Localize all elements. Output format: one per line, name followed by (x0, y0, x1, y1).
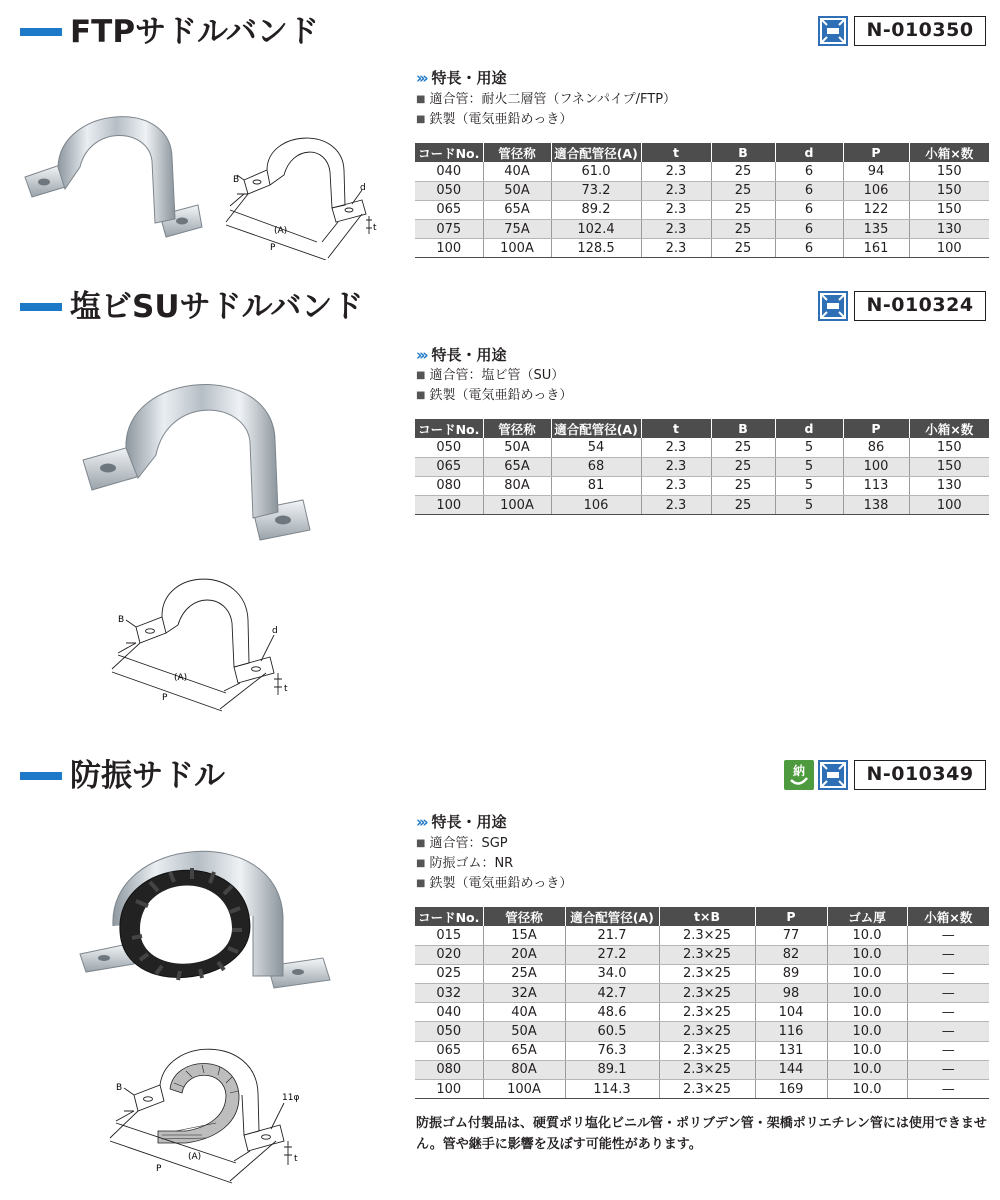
section-header (0, 756, 1000, 796)
table-cell: 065 (415, 457, 483, 476)
table-cell: 114.3 (565, 1080, 659, 1099)
column-header: 管径称 (483, 143, 551, 162)
table-cell: 42.7 (565, 984, 659, 1003)
table-cell: 116 (755, 1022, 827, 1041)
column-header: B (711, 143, 775, 162)
table-cell: 050 (415, 181, 483, 200)
table-cell: 25 (711, 438, 775, 457)
title-bar-accent (20, 303, 62, 311)
column-header: 小箱×数 (907, 907, 989, 926)
table-cell: 2.3×25 (659, 964, 755, 983)
table-cell: 89.2 (551, 200, 641, 219)
table-cell: 10.0 (827, 945, 907, 964)
table-cell: 128.5 (551, 239, 641, 258)
table-cell: 150 (909, 162, 989, 181)
table-cell: 020 (415, 945, 483, 964)
table-header-row (415, 907, 989, 926)
table-row (415, 984, 989, 1003)
table-cell: 100 (415, 1080, 483, 1099)
column-header: P (843, 143, 909, 162)
table-cell: 100 (843, 457, 909, 476)
column-header: ゴム厚 (827, 907, 907, 926)
dimension-drawing (106, 575, 306, 720)
table-cell: 150 (909, 438, 989, 457)
table-cell: 50A (483, 1022, 565, 1041)
table-cell: 050 (415, 438, 483, 457)
column-header: 小箱×数 (909, 419, 989, 438)
table-cell: 2.3 (641, 181, 711, 200)
table-cell: — (907, 1060, 989, 1079)
delivery-badge-icon (784, 760, 814, 790)
table-cell: 25 (711, 496, 775, 515)
spec-table (415, 907, 989, 1099)
table-cell: 50A (483, 181, 551, 200)
table-row (415, 476, 989, 495)
table-cell: 100A (483, 496, 551, 515)
table-cell: — (907, 1003, 989, 1022)
column-header: 管径称 (483, 419, 551, 438)
column-header: B (711, 419, 775, 438)
column-header: コードNo. (415, 143, 483, 162)
table-cell: 2.3×25 (659, 926, 755, 945)
table-cell: 6 (775, 162, 843, 181)
product-photo (78, 360, 328, 545)
diagram-label-t: t (284, 684, 288, 694)
title-bar-accent (20, 28, 62, 36)
table-cell: — (907, 1041, 989, 1060)
table-cell: 040 (415, 162, 483, 181)
product-photo (78, 826, 338, 1001)
table-cell: 138 (843, 496, 909, 515)
table-row (415, 1041, 989, 1060)
table-cell: 10.0 (827, 1041, 907, 1060)
table-cell: 25 (711, 162, 775, 181)
diagram-label-b: B (233, 175, 240, 185)
table-cell: 100 (415, 239, 483, 258)
feature-item: ■ 適合管：耐火二層管（フネンパイプ/FTP） (416, 90, 676, 110)
column-header: 適合配管径(A) (565, 907, 659, 926)
chevron-icon: ››› (416, 69, 426, 87)
section-header (0, 287, 1000, 327)
table-cell: 10.0 (827, 984, 907, 1003)
table-cell: 050 (415, 1022, 483, 1041)
table-row (415, 457, 989, 476)
column-header: 管径称 (483, 907, 565, 926)
column-header: d (775, 143, 843, 162)
table-cell: 2.3×25 (659, 945, 755, 964)
table-row (415, 200, 989, 219)
table-cell: 106 (843, 181, 909, 200)
table-cell: 100A (483, 239, 551, 258)
table-cell: 2.3 (641, 476, 711, 495)
table-cell: 075 (415, 220, 483, 239)
column-header: t×B (659, 907, 755, 926)
features-list (416, 834, 572, 894)
table-cell: 65A (483, 200, 551, 219)
diagram-label-t: t (294, 1154, 298, 1164)
table-cell: 81 (551, 476, 641, 495)
dimension-drawing (106, 1043, 326, 1193)
table-row (415, 496, 989, 515)
table-cell: 6 (775, 200, 843, 219)
table-cell: 10.0 (827, 1022, 907, 1041)
table-cell: — (907, 984, 989, 1003)
table-cell: 2.3 (641, 457, 711, 476)
table-cell: 25 (711, 239, 775, 258)
table-cell: 135 (843, 220, 909, 239)
table-cell: 60.5 (565, 1022, 659, 1041)
column-header: P (843, 419, 909, 438)
table-cell: 82 (755, 945, 827, 964)
table-cell: 20A (483, 945, 565, 964)
table-header-row (415, 419, 989, 438)
table-cell: 50A (483, 438, 551, 457)
table-cell: 65A (483, 457, 551, 476)
table-cell: 080 (415, 1060, 483, 1079)
table-row (415, 1080, 989, 1099)
diagram-label-d: 11φ (282, 1093, 300, 1103)
table-cell: 100A (483, 1080, 565, 1099)
table-cell: 10.0 (827, 926, 907, 945)
zinc-plating-badge-icon (818, 16, 848, 46)
table-cell: 25 (711, 476, 775, 495)
features-list (416, 90, 676, 130)
table-cell: 77 (755, 926, 827, 945)
table-cell: 89.1 (565, 1060, 659, 1079)
diagram-label-b: B (118, 615, 125, 625)
section-title: FTPサドルバンド (70, 14, 319, 50)
table-cell: 065 (415, 1041, 483, 1060)
section-ftp-saddle (0, 12, 1000, 272)
table-cell: 6 (775, 239, 843, 258)
table-cell: 73.2 (551, 181, 641, 200)
table-cell: 10.0 (827, 1003, 907, 1022)
diagram-label-a: (A) (274, 226, 288, 236)
diagram-label-d: d (272, 626, 278, 636)
table-cell: 10.0 (827, 1060, 907, 1079)
table-cell: 48.6 (565, 1003, 659, 1022)
column-header: d (775, 419, 843, 438)
table-cell: 80A (483, 476, 551, 495)
table-cell: 2.3 (641, 496, 711, 515)
table-cell: 102.4 (551, 220, 641, 239)
zinc-plating-badge-icon (818, 291, 848, 321)
diagram-label-t: t (373, 223, 377, 233)
table-cell: 86 (843, 438, 909, 457)
table-cell: 61.0 (551, 162, 641, 181)
table-cell: 2.3×25 (659, 1022, 755, 1041)
title-bar-accent (20, 772, 62, 780)
table-cell: 2.3×25 (659, 1080, 755, 1099)
table-cell: 122 (843, 200, 909, 219)
section-title: 塩ビSUサドルバンド (70, 289, 364, 325)
table-row (415, 926, 989, 945)
delivery-badge-text: 納 (792, 764, 806, 778)
table-row (415, 964, 989, 983)
column-header: 小箱×数 (909, 143, 989, 162)
table-cell: 54 (551, 438, 641, 457)
table-cell: 25 (711, 457, 775, 476)
column-header: t (641, 419, 711, 438)
table-cell: 25 (711, 200, 775, 219)
table-row (415, 1022, 989, 1041)
table-cell: 2.3 (641, 220, 711, 239)
diagram-label-p: P (156, 1164, 162, 1174)
table-cell: 6 (775, 220, 843, 239)
section-title: 防振サドル (70, 758, 225, 794)
table-cell: 10.0 (827, 964, 907, 983)
table-row (415, 1060, 989, 1079)
table-cell: 25 (711, 181, 775, 200)
table-cell: 150 (909, 200, 989, 219)
table-cell: 5 (775, 496, 843, 515)
table-cell: 025 (415, 964, 483, 983)
diagram-label-b: B (116, 1083, 123, 1093)
table-row (415, 438, 989, 457)
table-cell: 2.3 (641, 438, 711, 457)
table-cell: 144 (755, 1060, 827, 1079)
table-cell: 130 (909, 476, 989, 495)
table-cell: 2.3×25 (659, 1003, 755, 1022)
feature-item: ■ 鉄製（電気亜鉛めっき） (416, 874, 572, 894)
features-heading: ››› 特長・用途 (416, 813, 507, 831)
table-cell: 113 (843, 476, 909, 495)
diagram-label-p: P (162, 693, 168, 703)
table-cell: 032 (415, 984, 483, 1003)
chevron-icon: ››› (416, 813, 426, 831)
table-cell: 25A (483, 964, 565, 983)
table-cell: 94 (843, 162, 909, 181)
usage-note: 防振ゴム付製品は、硬質ポリ塩化ビニル管・ポリブデン管・架橋ポリエチレン管には使用できません。管や継手に影響を及ぼす可能性があります。 (416, 1116, 987, 1152)
spec-table (415, 419, 989, 515)
table-cell: — (907, 926, 989, 945)
table-cell: 080 (415, 476, 483, 495)
table-cell: 34.0 (565, 964, 659, 983)
table-cell: 80A (483, 1060, 565, 1079)
table-cell: 98 (755, 984, 827, 1003)
table-cell: 5 (775, 457, 843, 476)
product-photo (20, 97, 210, 242)
features-list (416, 366, 572, 406)
table-cell: 150 (909, 181, 989, 200)
table-cell: 10.0 (827, 1080, 907, 1099)
table-cell: 75A (483, 220, 551, 239)
product-code: N-010350 (854, 16, 986, 46)
table-cell: 5 (775, 476, 843, 495)
table-cell: 40A (483, 1003, 565, 1022)
table-cell: 169 (755, 1080, 827, 1099)
table-row (415, 181, 989, 200)
features-heading: ››› 特長・用途 (416, 69, 507, 87)
table-cell: — (907, 964, 989, 983)
table-cell: 2.3 (641, 162, 711, 181)
table-cell: 2.3 (641, 200, 711, 219)
feature-item: ■ 適合管：SGP (416, 834, 572, 854)
table-cell: 104 (755, 1003, 827, 1022)
product-code: N-010324 (854, 291, 986, 321)
column-header: コードNo. (415, 907, 483, 926)
table-cell: 2.3 (641, 239, 711, 258)
table-header-row (415, 143, 989, 162)
table-cell: 100 (909, 239, 989, 258)
table-cell: — (907, 1080, 989, 1099)
diagram-label-a: (A) (188, 1152, 202, 1162)
table-cell: 89 (755, 964, 827, 983)
feature-item: ■ 鉄製（電気亜鉛めっき） (416, 386, 572, 406)
dimension-drawing (222, 130, 392, 260)
table-cell: 2.3×25 (659, 984, 755, 1003)
column-header: 適合配管径(A) (551, 143, 641, 162)
table-cell: 5 (775, 438, 843, 457)
feature-item: ■ 適合管：塩ビ管（SU） (416, 366, 572, 386)
features-heading: ››› 特長・用途 (416, 346, 507, 364)
table-row (415, 239, 989, 258)
table-cell: 131 (755, 1041, 827, 1060)
table-cell: 015 (415, 926, 483, 945)
diagram-label-p: P (270, 243, 276, 253)
section-pvc-su-saddle (0, 287, 1000, 747)
table-cell: 6 (775, 181, 843, 200)
spec-table (415, 143, 989, 258)
table-cell: 15A (483, 926, 565, 945)
product-code: N-010349 (854, 760, 986, 790)
chevron-icon: ››› (416, 346, 426, 364)
table-row (415, 1003, 989, 1022)
table-cell: 100 (909, 496, 989, 515)
table-cell: 21.7 (565, 926, 659, 945)
feature-item: ■ 鉄製（電気亜鉛めっき） (416, 110, 676, 130)
table-cell: 106 (551, 496, 641, 515)
table-cell: — (907, 1022, 989, 1041)
column-header: 適合配管径(A) (551, 419, 641, 438)
table-cell: 65A (483, 1041, 565, 1060)
table-cell: 100 (415, 496, 483, 515)
table-cell: 161 (843, 239, 909, 258)
table-cell: 065 (415, 200, 483, 219)
table-cell: 76.3 (565, 1041, 659, 1060)
table-cell: 25 (711, 220, 775, 239)
diagram-label-d: d (360, 183, 366, 193)
feature-item: ■ 防振ゴム：NR (416, 854, 572, 874)
table-cell: 68 (551, 457, 641, 476)
table-row (415, 220, 989, 239)
table-cell: 150 (909, 457, 989, 476)
section-header (0, 12, 1000, 52)
table-cell: 40A (483, 162, 551, 181)
table-row (415, 162, 989, 181)
table-cell: 2.3×25 (659, 1060, 755, 1079)
table-cell: 27.2 (565, 945, 659, 964)
table-cell: 2.3×25 (659, 1041, 755, 1060)
diagram-label-a: (A) (174, 673, 188, 683)
column-header: コードNo. (415, 419, 483, 438)
table-cell: 32A (483, 984, 565, 1003)
table-cell: 130 (909, 220, 989, 239)
zinc-plating-badge-icon (818, 760, 848, 790)
column-header: t (641, 143, 711, 162)
table-row (415, 945, 989, 964)
table-cell: — (907, 945, 989, 964)
table-cell: 040 (415, 1003, 483, 1022)
column-header: P (755, 907, 827, 926)
